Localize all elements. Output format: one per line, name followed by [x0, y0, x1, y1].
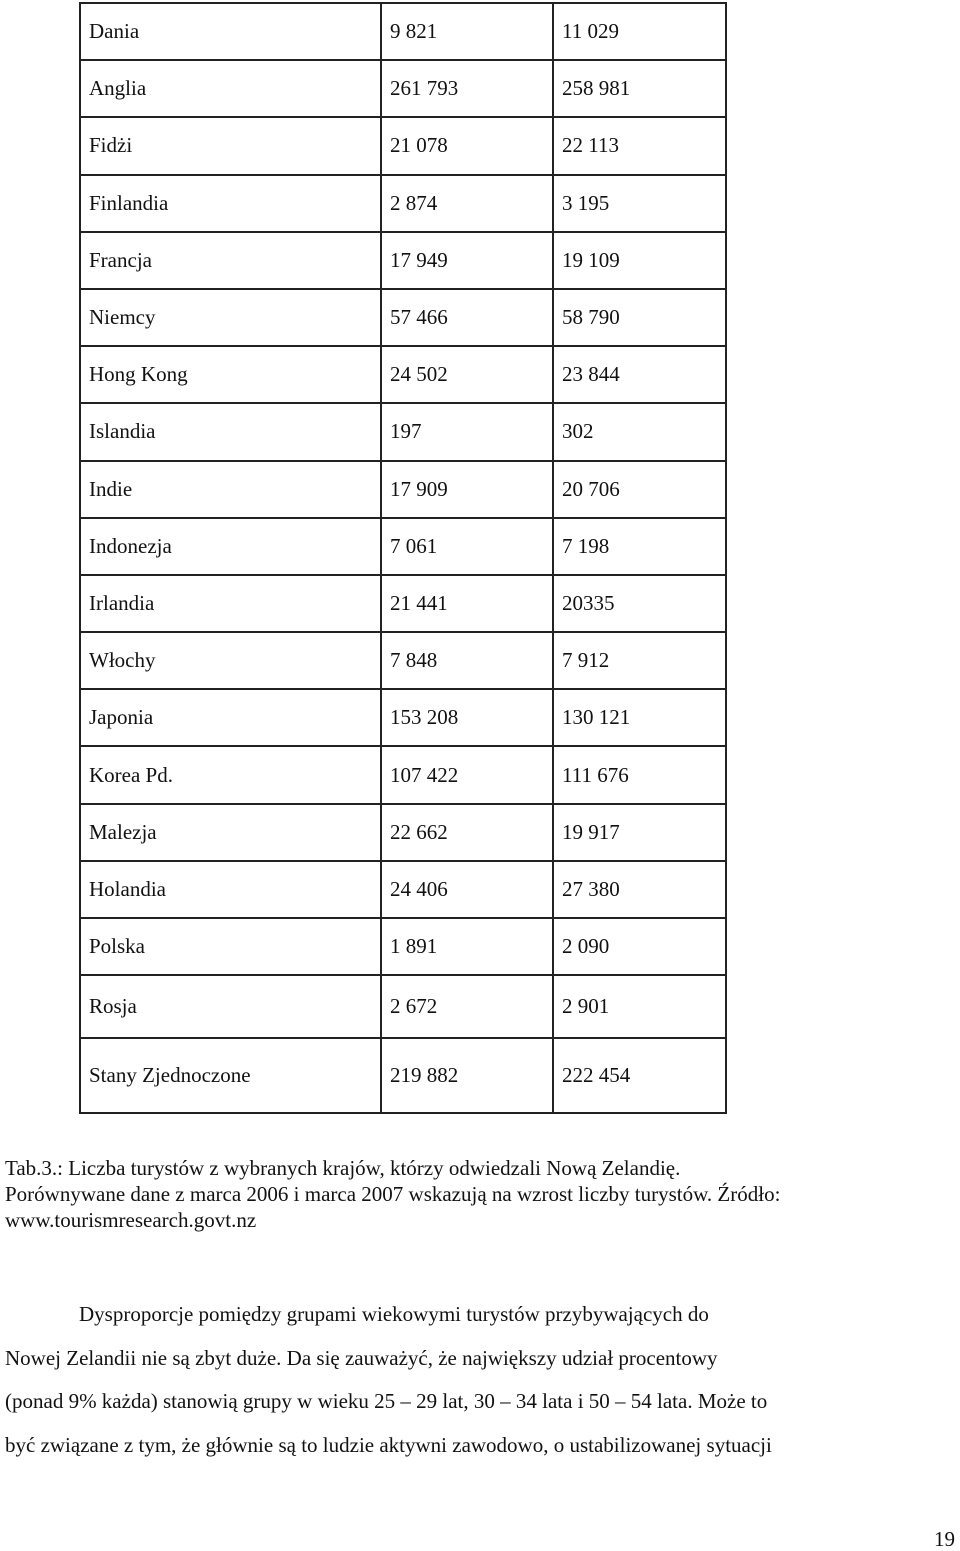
- country-cell: Anglia: [80, 60, 381, 117]
- country-cell: Irlandia: [80, 575, 381, 632]
- country-cell: Fidżi: [80, 117, 381, 174]
- paragraph-line: Nowej Zelandii nie są zbyt duże. Da się zauważyć, że największy udział procentowy: [5, 1345, 718, 1370]
- table-row: [80, 403, 726, 460]
- country-cell: Dania: [80, 3, 381, 60]
- table-row: [80, 175, 726, 232]
- country-cell: Japonia: [80, 689, 381, 746]
- country-cell: Korea Pd.: [80, 746, 381, 803]
- value-2007-cell: 222 454: [553, 1038, 726, 1113]
- tourist-table: [79, 2, 727, 1114]
- table-row: [80, 346, 726, 403]
- value-2006-cell: 107 422: [381, 746, 553, 803]
- country-cell: Niemcy: [80, 289, 381, 346]
- value-2006-cell: 24 406: [381, 861, 553, 918]
- country-cell: Finlandia: [80, 175, 381, 232]
- caption-line: Porównywane dane z marca 2006 i marca 2007 wskazują na wzrost liczby turystów. Źródło:: [5, 1182, 781, 1206]
- value-2006-cell: 22 662: [381, 804, 553, 861]
- caption-link: www.tourismresearch.govt.nz: [5, 1208, 257, 1232]
- table-row: [80, 117, 726, 174]
- value-2006-cell: 2 874: [381, 175, 553, 232]
- country-cell: Hong Kong: [80, 346, 381, 403]
- value-2006-cell: 219 882: [381, 1038, 553, 1113]
- country-cell: Malezja: [80, 804, 381, 861]
- table-row: [80, 918, 726, 975]
- value-2007-cell: 258 981: [553, 60, 726, 117]
- value-2006-cell: 17 949: [381, 232, 553, 289]
- value-2006-cell: 1 891: [381, 918, 553, 975]
- value-2007-cell: 7 198: [553, 518, 726, 575]
- value-2007-cell: 58 790: [553, 289, 726, 346]
- value-2007-cell: 2 090: [553, 918, 726, 975]
- table-row: [80, 975, 726, 1038]
- value-2007-cell: 20 706: [553, 461, 726, 518]
- value-2006-cell: 261 793: [381, 60, 553, 117]
- paragraph-line: (ponad 9% każda) stanowią grupy w wieku 25 – 29 lat, 30 – 34 lata i 50 – 54 lata. Może to: [5, 1389, 768, 1413]
- value-2006-cell: 197: [381, 403, 553, 460]
- table-row: [80, 461, 726, 518]
- value-2007-cell: 11 029: [553, 3, 726, 60]
- country-cell: Francja: [80, 232, 381, 289]
- value-2007-cell: 3 195: [553, 175, 726, 232]
- table-row: [80, 689, 726, 746]
- value-2007-cell: 27 380: [553, 861, 726, 918]
- body-paragraph: [5, 1293, 950, 1467]
- table-row: [80, 575, 726, 632]
- value-2006-cell: 21 078: [381, 117, 553, 174]
- value-2007-cell: 23 844: [553, 346, 726, 403]
- table-row: [80, 232, 726, 289]
- value-2006-cell: 2 672: [381, 975, 553, 1038]
- value-2006-cell: 7 848: [381, 632, 553, 689]
- table-caption: [5, 1155, 950, 1233]
- value-2007-cell: 130 121: [553, 689, 726, 746]
- value-2007-cell: 2 901: [553, 975, 726, 1038]
- value-2006-cell: 7 061: [381, 518, 553, 575]
- caption-line: Tab.3.: Liczba turystów z wybranych krajów, którzy odwiedzali Nową Zelandię.: [5, 1156, 681, 1180]
- value-2007-cell: 19 917: [553, 804, 726, 861]
- country-cell: Holandia: [80, 861, 381, 918]
- value-2007-cell: 22 113: [553, 117, 726, 174]
- country-cell: Stany Zjednoczone: [80, 1038, 381, 1113]
- value-2007-cell: 19 109: [553, 232, 726, 289]
- table-row: [80, 60, 726, 117]
- value-2007-cell: 20335: [553, 575, 726, 632]
- table-row: [80, 1038, 726, 1113]
- table-row: [80, 518, 726, 575]
- value-2007-cell: 7 912: [553, 632, 726, 689]
- table-row: [80, 289, 726, 346]
- table-row: [80, 861, 726, 918]
- country-cell: Indie: [80, 461, 381, 518]
- country-cell: Islandia: [80, 403, 381, 460]
- country-cell: Włochy: [80, 632, 381, 689]
- tourist-table-body: [80, 3, 726, 1113]
- paragraph-line: Dysproporcje pomiędzy grupami wiekowymi turystów przybywających do: [79, 1302, 709, 1326]
- value-2006-cell: 153 208: [381, 689, 553, 746]
- table-row: [80, 746, 726, 803]
- table-row: [80, 3, 726, 60]
- table-row: [80, 632, 726, 689]
- value-2006-cell: 57 466: [381, 289, 553, 346]
- table-row: [80, 804, 726, 861]
- value-2006-cell: 17 909: [381, 461, 553, 518]
- value-2006-cell: 9 821: [381, 3, 553, 60]
- value-2006-cell: 24 502: [381, 346, 553, 403]
- page-number: 19: [934, 1527, 955, 1551]
- country-cell: Rosja: [80, 975, 381, 1038]
- country-cell: Indonezja: [80, 518, 381, 575]
- value-2007-cell: 111 676: [553, 746, 726, 803]
- country-cell: Polska: [80, 918, 381, 975]
- value-2006-cell: 21 441: [381, 575, 553, 632]
- paragraph-line: być związane z tym, że głównie są to ludzie aktywni zawodowo, o ustabilizowanej sytuacji: [5, 1432, 772, 1457]
- value-2007-cell: 302: [553, 403, 726, 460]
